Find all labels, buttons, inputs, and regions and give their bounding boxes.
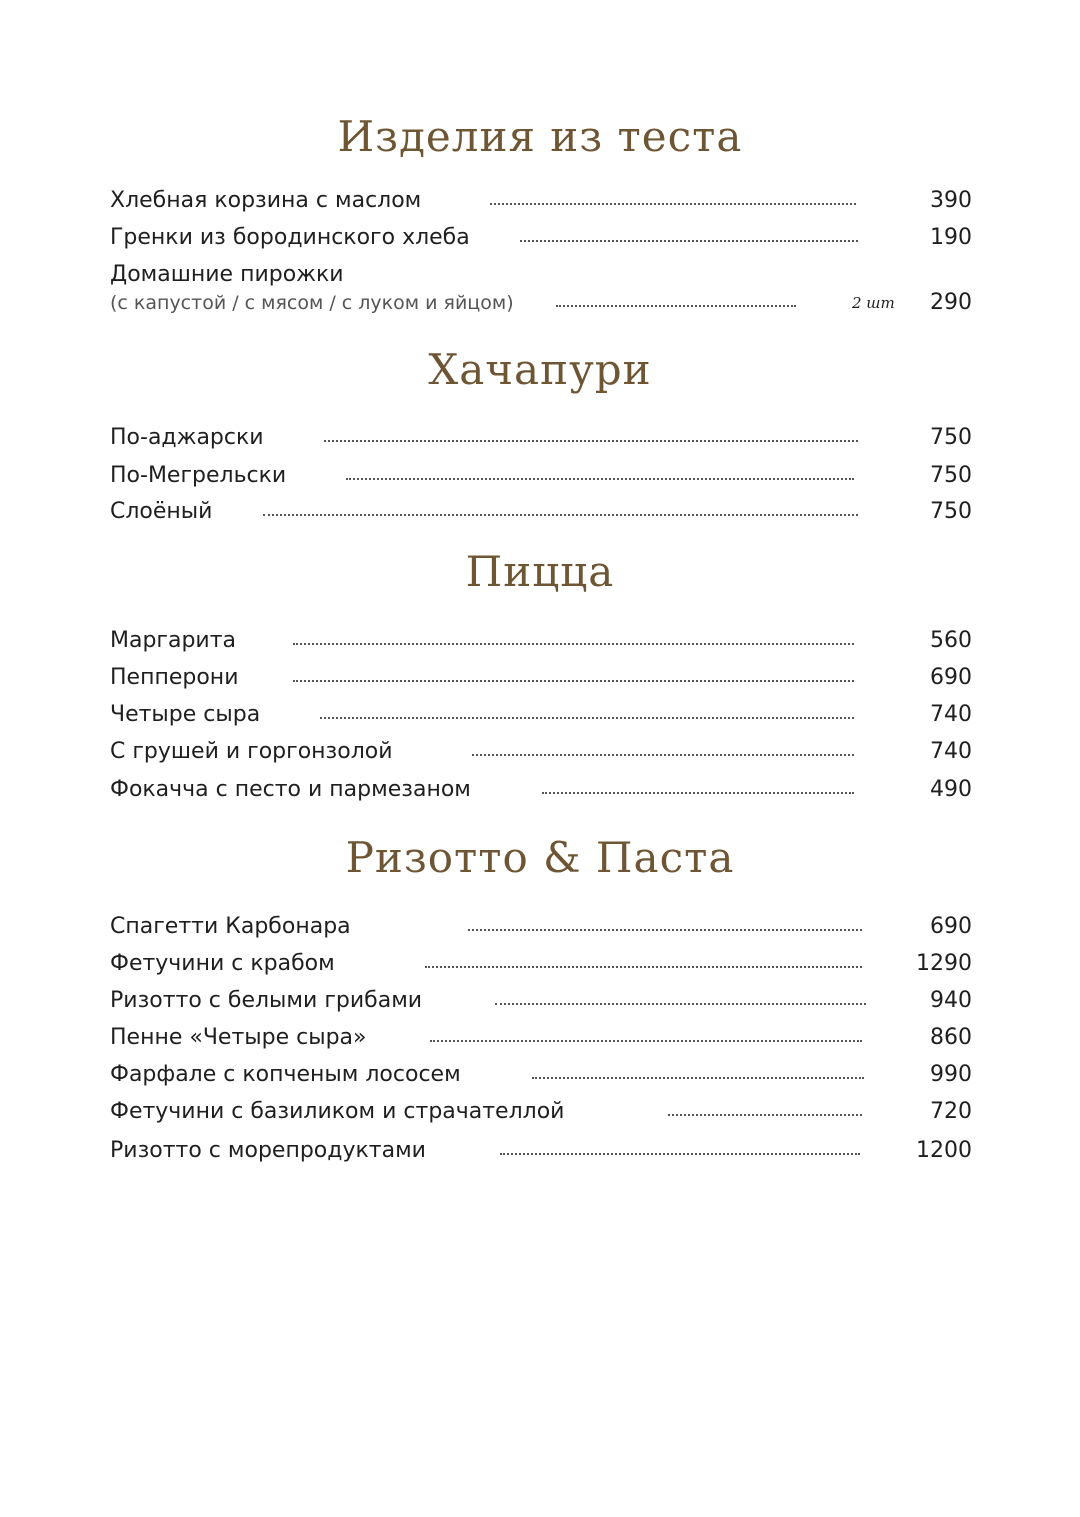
item-name: Слоёный <box>110 499 213 524</box>
item-price: 490 <box>930 777 972 802</box>
section-title-pizza: Пицца <box>465 547 615 596</box>
menu-item <box>110 985 972 1017</box>
item-price: 860 <box>930 1025 972 1050</box>
item-name: Фетучини с крабом <box>110 951 335 976</box>
item-price: 1200 <box>916 1138 972 1163</box>
menu-item <box>110 911 972 943</box>
dot-leader <box>495 1003 866 1005</box>
item-name: Пенне «Четыре сыра» <box>110 1025 367 1050</box>
section-title-risotto-pasta: Ризотто & Паста <box>345 833 735 882</box>
item-name: Маргарита <box>110 628 237 653</box>
item-price: 740 <box>930 702 972 727</box>
item-quantity-note: 2 шт <box>852 294 895 312</box>
item-name: По-аджарски <box>110 425 264 450</box>
item-subtitle: (с капустой / с мясом / с луком и яйцом) <box>110 292 514 314</box>
item-price: 940 <box>930 988 972 1013</box>
item-price: 990 <box>930 1062 972 1087</box>
item-name: Пепперони <box>110 665 239 690</box>
menu-item <box>110 625 972 657</box>
item-price: 690 <box>930 914 972 939</box>
dot-leader <box>430 1040 862 1042</box>
dot-leader <box>346 478 854 480</box>
dot-leader <box>668 1114 862 1116</box>
item-price: 720 <box>930 1099 972 1124</box>
dot-leader <box>532 1077 864 1079</box>
section-title-dough: Изделия из теста <box>337 112 743 161</box>
section-title-khachapuri: Хачапури <box>428 345 652 394</box>
item-name: Фетучини с базиликом и страчателлой <box>110 1099 565 1124</box>
dot-leader <box>425 966 862 968</box>
item-name: Гренки из бородинского хлеба <box>110 225 470 250</box>
menu-item <box>110 496 972 528</box>
item-price: 190 <box>930 225 972 250</box>
menu-item <box>110 460 972 492</box>
menu-item <box>110 1135 972 1167</box>
menu-item <box>110 422 972 454</box>
menu-item-detail <box>110 287 972 319</box>
menu-item <box>110 774 972 806</box>
item-price: 690 <box>930 665 972 690</box>
menu-item <box>110 1096 972 1128</box>
dot-leader <box>320 717 854 719</box>
menu-item <box>110 736 972 768</box>
item-name: Домашние пирожки <box>110 262 344 287</box>
dot-leader <box>542 792 854 794</box>
item-name: Ризотто с морепродуктами <box>110 1138 426 1163</box>
item-name: Ризотто с белыми грибами <box>110 988 423 1013</box>
item-price: 560 <box>930 628 972 653</box>
menu-item <box>110 662 972 694</box>
item-name: С грушей и горгонзолой <box>110 739 393 764</box>
item-name: Спагетти Карбонара <box>110 914 351 939</box>
dot-leader <box>472 754 854 756</box>
dot-leader <box>263 514 858 516</box>
item-price: 750 <box>930 425 972 450</box>
menu-item <box>110 1022 972 1054</box>
dot-leader <box>468 929 862 931</box>
dot-leader <box>293 680 854 682</box>
item-price: 390 <box>930 188 972 213</box>
dot-leader <box>324 440 858 442</box>
dot-leader <box>556 305 796 307</box>
item-price: 750 <box>930 463 972 488</box>
menu-item <box>110 185 972 217</box>
item-price: 740 <box>930 739 972 764</box>
item-name: Хлебная корзина с маслом <box>110 188 422 213</box>
menu-item <box>110 948 972 980</box>
item-price: 1290 <box>916 951 972 976</box>
item-name: Фокачча с песто и пармезаном <box>110 777 471 802</box>
menu-item <box>110 222 972 254</box>
menu-item <box>110 699 972 731</box>
item-name: По-Мегрельски <box>110 463 287 488</box>
dot-leader <box>293 643 854 645</box>
item-price: 750 <box>930 499 972 524</box>
item-name: Фарфале с копченым лососем <box>110 1062 461 1087</box>
menu-item <box>110 1059 972 1091</box>
dot-leader <box>490 203 856 205</box>
item-name: Четыре сыра <box>110 702 261 727</box>
dot-leader <box>520 240 858 242</box>
dot-leader <box>500 1153 860 1155</box>
item-price: 290 <box>930 290 972 315</box>
